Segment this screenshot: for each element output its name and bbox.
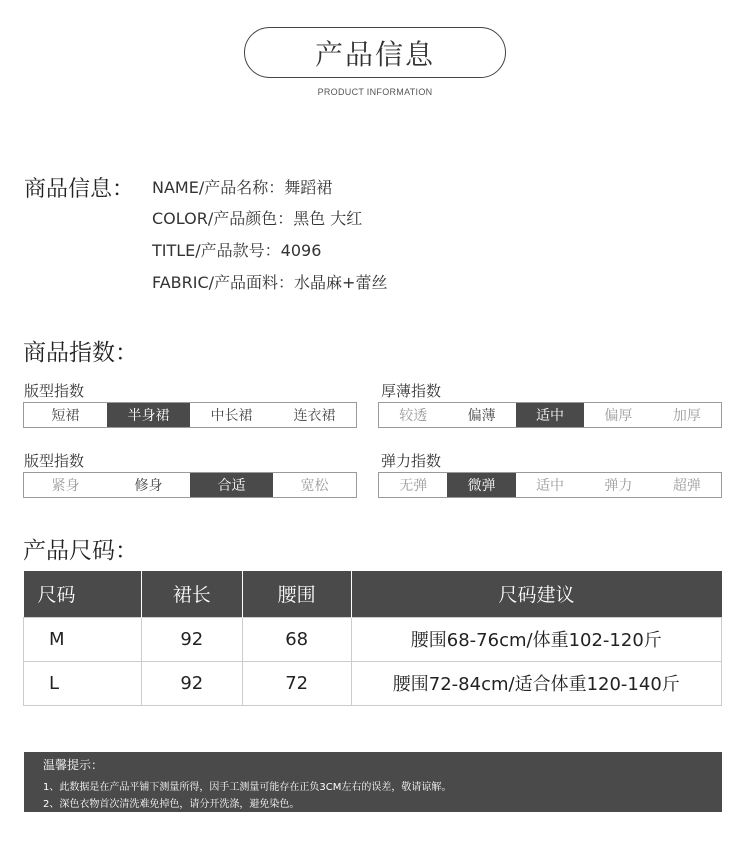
- info-label: 商品信息：: [24, 177, 135, 202]
- length-cell: 92: [141, 617, 242, 661]
- size-header-size: 尺码: [24, 571, 142, 617]
- index-option: 超弹: [672, 478, 701, 494]
- index-option: 适中: [536, 478, 565, 494]
- index-option: 偏薄: [467, 408, 496, 424]
- table-row: [24, 661, 722, 705]
- table-row: [24, 617, 722, 661]
- waist-cell: 72: [242, 661, 351, 705]
- index-bar-stretch: [378, 472, 722, 498]
- size-table-header-row: [24, 571, 722, 617]
- index-option: 紧身: [51, 478, 80, 494]
- size-header-suggestion: 尺码建议: [351, 571, 721, 617]
- notice-line-1: 1、此数据是在产品平铺下测量所得，因手工测量可能存在正负3CM左右的误差，敬请谅解。: [43, 782, 452, 793]
- index-label-shape: 版型指数: [24, 452, 85, 470]
- section-title-pill: [244, 27, 506, 78]
- info-color-line: COLOR/产品颜色：黑色 大红: [152, 209, 363, 228]
- page-title: 产品信息: [314, 37, 435, 71]
- index-option: 无弹: [399, 478, 428, 494]
- index-option: 加厚: [672, 408, 701, 424]
- index-option: 连衣裙: [293, 408, 336, 424]
- size-cell: L: [24, 661, 142, 705]
- size-header-waist: 腰围: [242, 571, 351, 617]
- notice-box: [24, 752, 722, 812]
- index-label-fit: 版型指数: [24, 382, 85, 400]
- info-fabric-line: FABRIC/产品面料：水晶麻+蕾丝: [152, 273, 388, 292]
- length-cell: 92: [141, 661, 242, 705]
- index-option: 较透: [399, 408, 428, 424]
- notice-line-2: 2、深色衣物首次清洗难免掉色，请分开洗涤，避免染色。: [43, 799, 300, 810]
- index-option-selected: 适中: [516, 403, 584, 427]
- index-option: 偏厚: [604, 408, 633, 424]
- index-option-selected: 半身裙: [107, 403, 190, 427]
- index-option: 修身: [134, 478, 163, 494]
- size-cell: M: [24, 617, 142, 661]
- notice-title: 温馨提示：: [43, 758, 104, 772]
- index-option: 弹力: [604, 478, 633, 494]
- index-bar-thickness: [378, 402, 722, 428]
- index-option: 中长裙: [210, 408, 253, 424]
- index-option-selected: 微弹: [447, 473, 515, 497]
- index-label-stretch: 弹力指数: [381, 452, 442, 470]
- size-table: [23, 571, 722, 706]
- index-bar-fit: [23, 402, 357, 428]
- waist-cell: 68: [242, 617, 351, 661]
- index-option: 宽松: [300, 478, 329, 494]
- index-label-thickness: 厚薄指数: [381, 382, 442, 400]
- index-option: 短裙: [51, 408, 80, 424]
- info-style-line: TITLE/产品款号：4096: [152, 241, 322, 260]
- index-option-selected: 合适: [190, 473, 273, 497]
- size-section-title: 产品尺码：: [23, 538, 138, 564]
- info-name-line: NAME/产品名称：舞蹈裙: [152, 178, 333, 197]
- suggestion-cell: 腰围72-84cm/适合体重120-140斤: [351, 661, 721, 705]
- page-subtitle: PRODUCT INFORMATION: [317, 87, 433, 97]
- index-section-title: 商品指数：: [23, 340, 138, 366]
- index-bar-shape: [23, 472, 357, 498]
- suggestion-cell: 腰围68-76cm/体重102-120斤: [351, 617, 721, 661]
- size-header-length: 裙长: [141, 571, 242, 617]
